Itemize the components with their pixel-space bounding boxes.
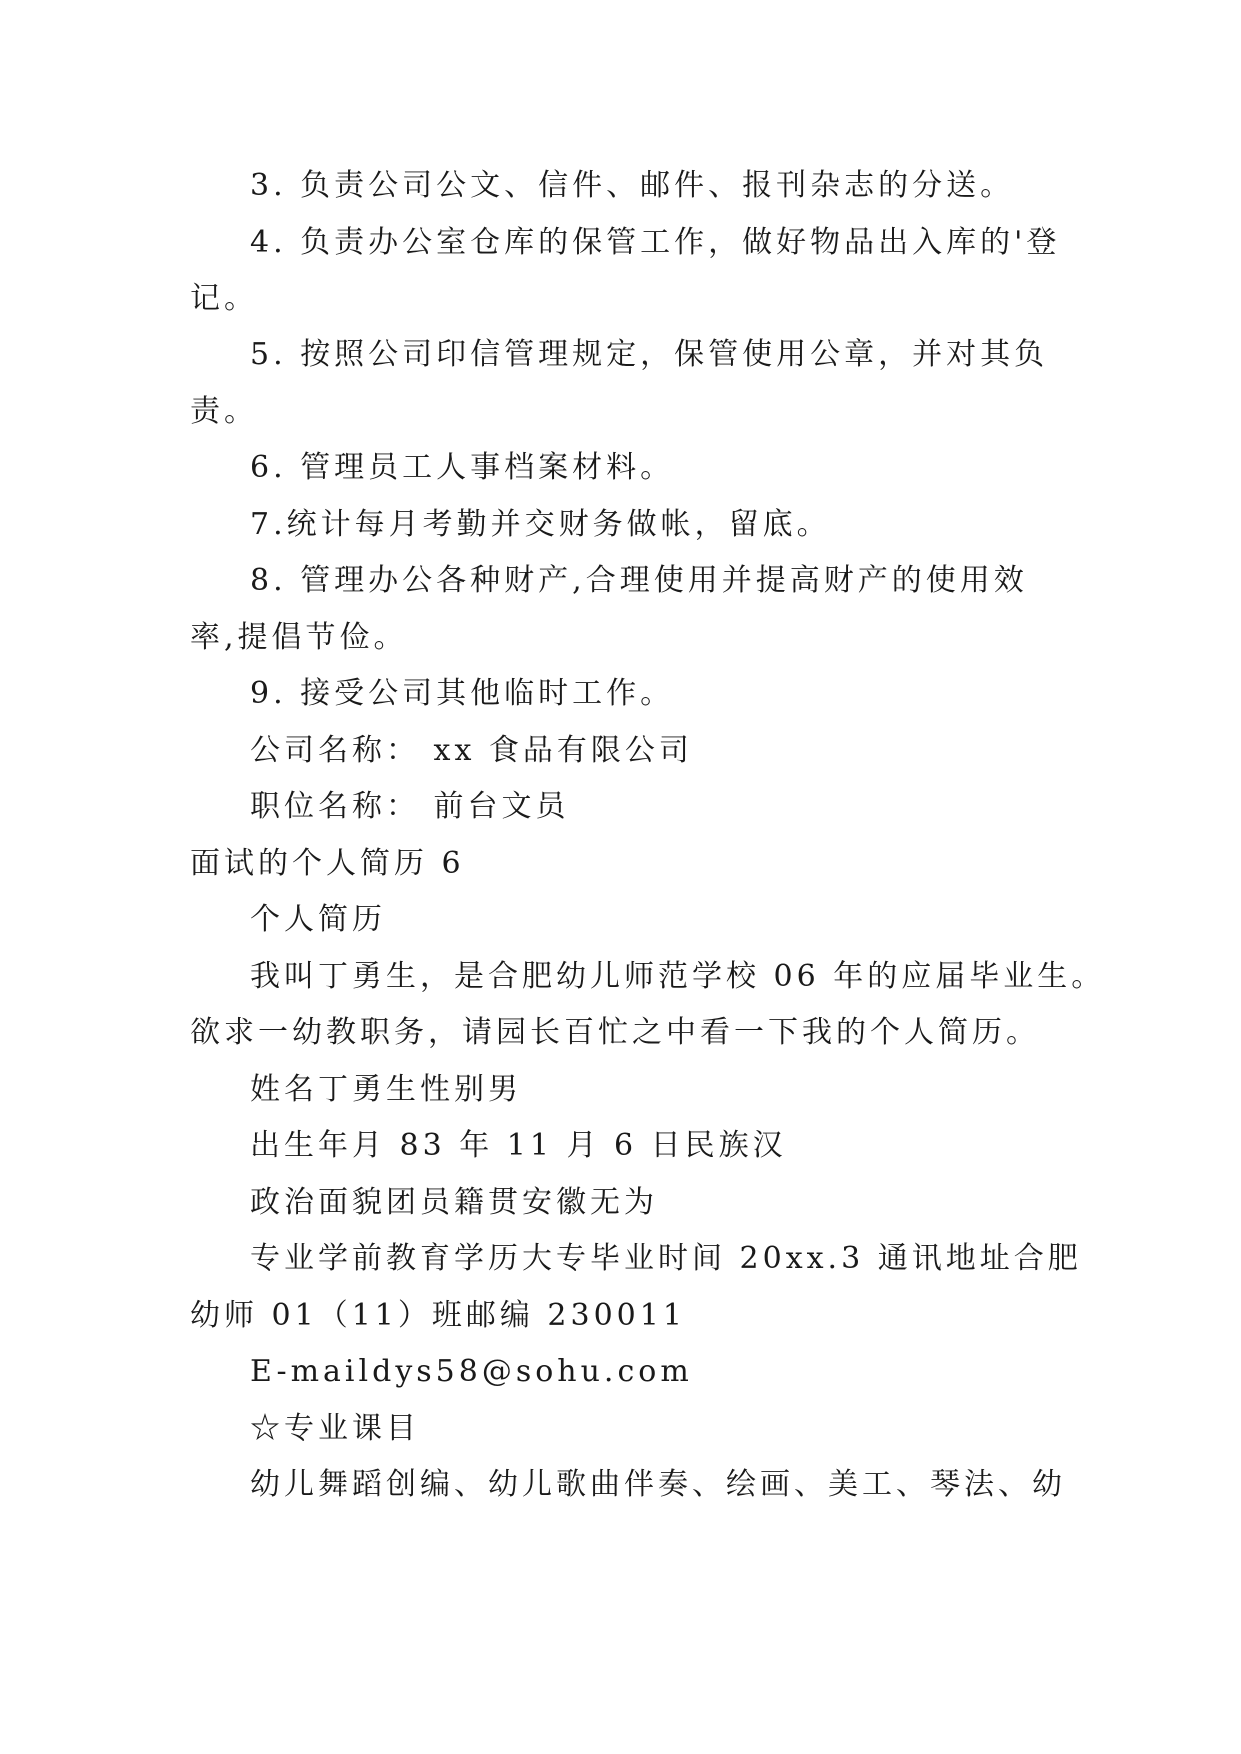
duty-item-9: 9. 接受公司其他临时工作。 bbox=[250, 676, 675, 711]
duty-item-6: 6. 管理员工人事档案材料。 bbox=[250, 450, 675, 485]
duty-item-8-continued: 率,提倡节俭。 bbox=[190, 620, 408, 655]
intro-paragraph-continued: 欲求一幼教职务，请园长百忙之中看一下我的个人简历。 bbox=[190, 1015, 1040, 1050]
position-name: 职位名称： 前台文员 bbox=[250, 789, 570, 824]
birth-ethnicity-line: 出生年月 83 年 11 月 6 日民族汉 bbox=[250, 1128, 787, 1163]
email-line: E-maildys58@sohu.com bbox=[250, 1354, 693, 1389]
duty-item-5: 5. 按照公司印信管理规定，保管使用公章，并对其负 bbox=[250, 337, 1049, 372]
courses-heading: ☆专业课目 bbox=[250, 1411, 420, 1446]
education-address-line: 专业学前教育学历大专毕业时间 20xx.3 通讯地址合肥 bbox=[250, 1241, 1082, 1276]
section-heading: 面试的个人简历 6 bbox=[190, 846, 465, 881]
name-gender-line: 姓名丁勇生性别男 bbox=[250, 1072, 522, 1107]
duty-item-3: 3. 负责公司公文、信件、邮件、报刊杂志的分送。 bbox=[250, 168, 1015, 203]
class-postcode-line: 幼师 01（11）班邮编 230011 bbox=[190, 1298, 686, 1333]
duty-item-7: 7.统计每月考勤并交财务做帐，留底。 bbox=[250, 507, 831, 542]
intro-paragraph: 我叫丁勇生，是合肥幼儿师范学校 06 年的应届毕业生。 bbox=[250, 959, 1106, 994]
duty-item-5-continued: 责。 bbox=[190, 394, 258, 429]
resume-title: 个人简历 bbox=[250, 902, 386, 937]
duty-item-8: 8. 管理办公各种财产,合理使用并提高财产的使用效 bbox=[250, 563, 1028, 598]
duty-item-4: 4. 负责办公室仓库的保管工作，做好物品出入库的'登 bbox=[250, 225, 1061, 260]
courses-list: 幼儿舞蹈创编、幼儿歌曲伴奏、绘画、美工、琴法、幼 bbox=[250, 1467, 1066, 1502]
duty-item-4-continued: 记。 bbox=[190, 281, 258, 316]
political-origin-line: 政治面貌团员籍贯安徽无为 bbox=[250, 1185, 658, 1220]
company-name: 公司名称： xx 食品有限公司 bbox=[250, 733, 693, 768]
